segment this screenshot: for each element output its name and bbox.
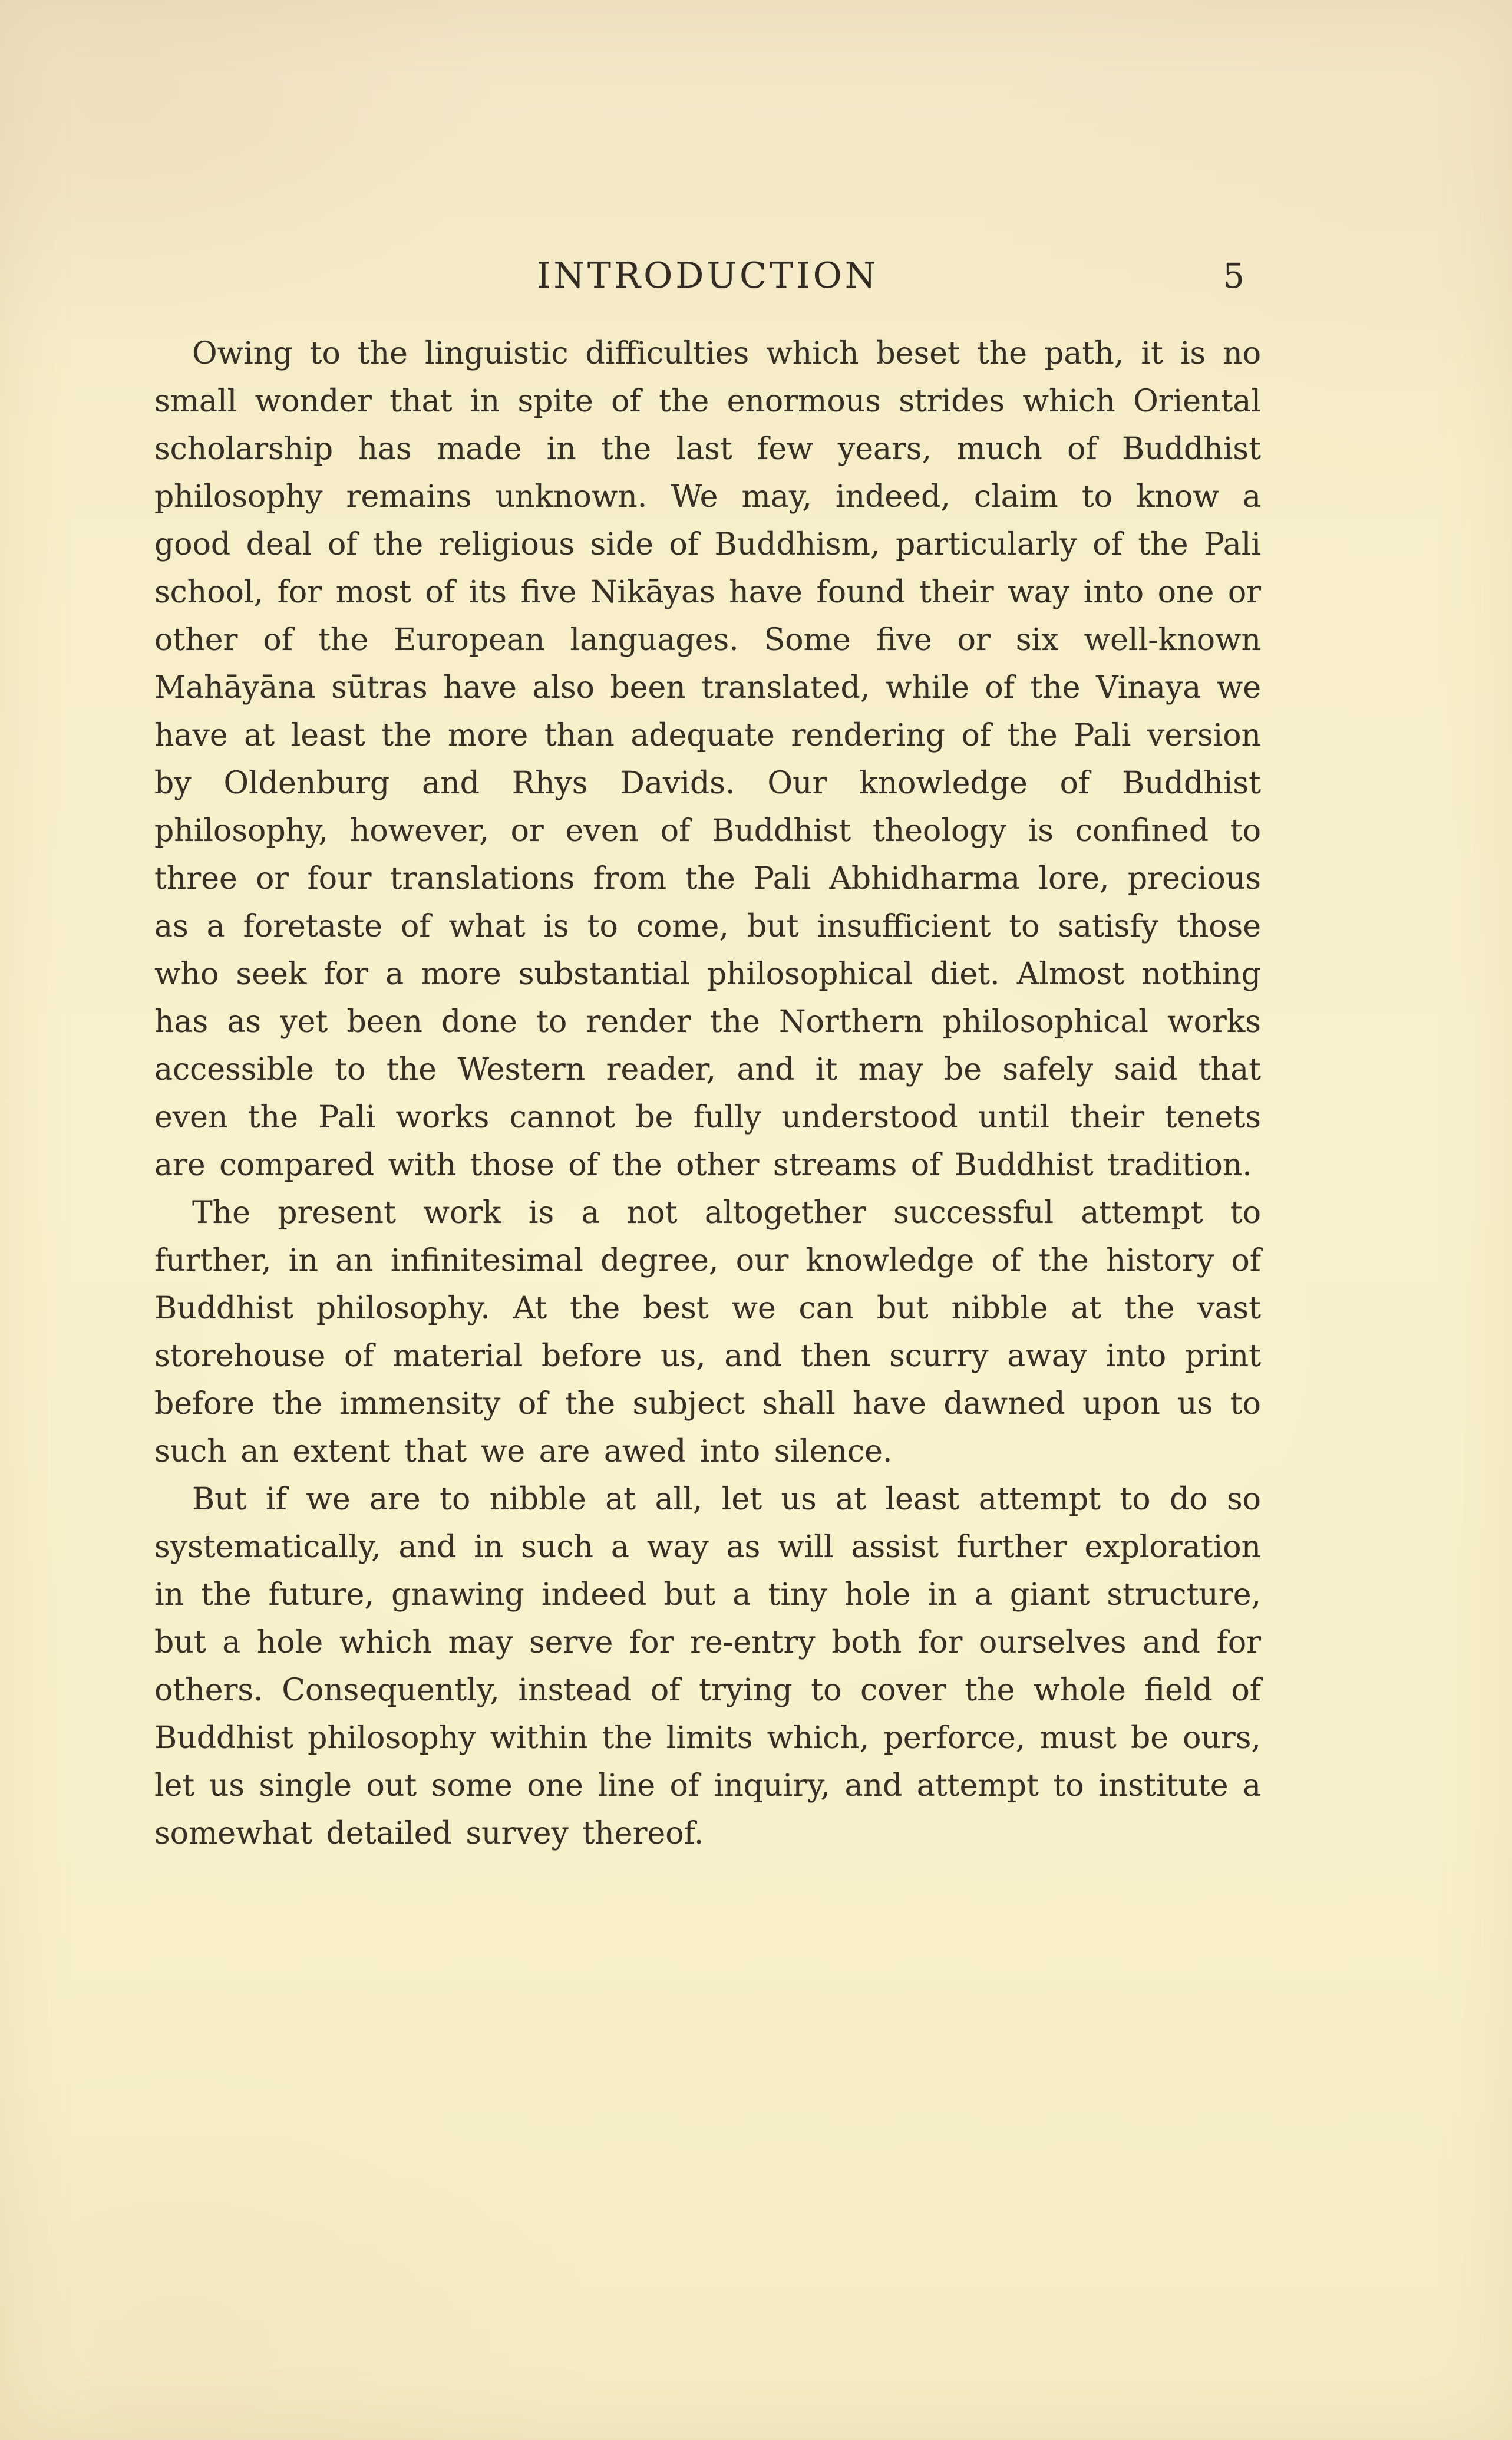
page-body	[154, 330, 1261, 1858]
paragraph-2: The present work is a not altogether successful attempt to further, in an infinitesimal degree, our knowledge of the history of Buddhist philosophy. At the best we can but nibble at the vast storehouse of material before us, and then scurry away into print before the immensity of the subject shall have dawned upon us to such an extent that we are awed into silence.	[154, 1195, 1261, 1469]
paragraph-1: Owing to the linguistic difficulties which beset the path, it is no small wonder that in spite of the enormous strides which Oriental scholarship has made in the last few years, much of Buddhist philosophy remains unknown. We may, indeed, claim to know a good deal of the religious side of Buddhism, particularly of the Pali school, for most of its five Nikāyas have found their way into one or other of the European languages. Some five or six well-known Mahāyāna sūtras have also been translated, while of the Vinaya we have at least the more than adequate rendering of the Pali version by Oldenburg and Rhys Davids. Our knowledge of Buddhist philosophy, however, or even of Buddhist theology is confined to three or four translations from the Pali Abhidharma lore, precious as a foretaste of what is to come, but insufficient to satisfy those who seek for a more substantial philosophical diet. Almost nothing has as yet been done to render the Northern philosophical works accessible to the Western reader, and it may be safely said that even the Pali works cannot be fully understood until their tenets are compared with those of the other streams of Buddhist tradition.	[154, 336, 1261, 1183]
paragraph-3: But if we are to nibble at all, let us at least attempt to do so systematically, and in such a way as will assist further exploration in the future, gnawing indeed but a tiny hole in a giant structure, but a hole which may serve for re-entry both for ourselves and for others. Consequently, instead of trying to cover the whole field of Buddhist philosophy within the limits which, perforce, must be ours, let us single out some one line of inquiry, and attempt to institute a somewhat detailed survey thereof.	[154, 1482, 1261, 1851]
page-number: 5	[1223, 256, 1244, 296]
running-head-title: INTRODUCTION	[536, 255, 879, 296]
page-header	[154, 255, 1261, 302]
